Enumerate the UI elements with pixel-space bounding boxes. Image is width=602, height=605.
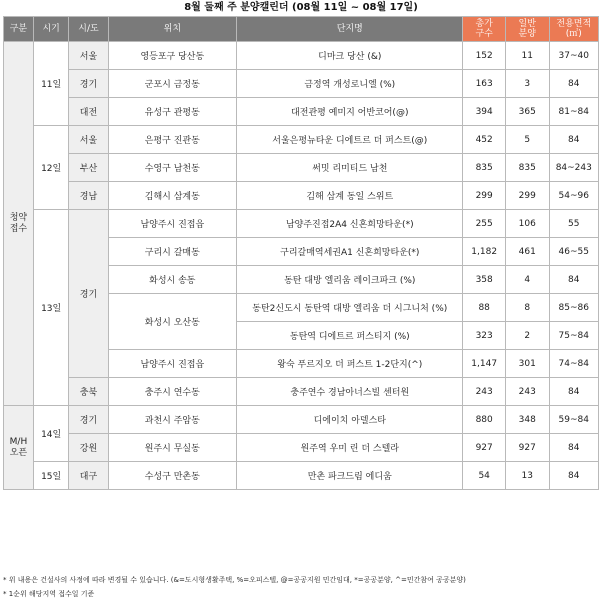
area-cell: 84 bbox=[549, 70, 598, 98]
complex-name-cell: 왕숙 푸르지오 더 퍼스트 1-2단지(^) bbox=[237, 350, 463, 378]
location-cell: 구리시 갈매동 bbox=[108, 238, 237, 266]
header-category: 구분 bbox=[4, 17, 34, 42]
area-cell: 46~55 bbox=[549, 238, 598, 266]
total-units-cell: 835 bbox=[463, 154, 506, 182]
header-total-units-line2: 구수 bbox=[475, 29, 493, 39]
location-cell: 과천시 주암동 bbox=[108, 406, 237, 434]
general-units-cell: 106 bbox=[505, 210, 549, 238]
footnote-legend: * 위 내용은 건설사의 사정에 따라 변경될 수 있습니다. (&=도시형생활주택, %=오피스텔, @=공공지원 민간임대, *=공공분양, ^=민간참여 공공분양) bbox=[3, 576, 466, 584]
general-units-cell: 461 bbox=[505, 238, 549, 266]
table-row bbox=[4, 434, 599, 462]
total-units-cell: 323 bbox=[463, 322, 506, 350]
area-cell: 84 bbox=[549, 126, 598, 154]
area-cell: 75~84 bbox=[549, 322, 598, 350]
location-cell: 유성구 관평동 bbox=[108, 98, 237, 126]
region-cell: 대구 bbox=[69, 462, 108, 490]
date-cell: 11일 bbox=[33, 42, 69, 126]
complex-name-cell: 디마크 당산 (&) bbox=[237, 42, 463, 70]
complex-name-cell: 남양주진접2A4 신혼희망타운(*) bbox=[237, 210, 463, 238]
general-units-cell: 301 bbox=[505, 350, 549, 378]
header-general-units bbox=[505, 17, 549, 42]
category-subscription-line1: 청약 bbox=[9, 212, 28, 223]
general-units-cell: 2 bbox=[505, 322, 549, 350]
date-cell: 12일 bbox=[33, 126, 69, 210]
area-cell: 59~84 bbox=[549, 406, 598, 434]
header-general-units-line1: 일반 bbox=[518, 19, 536, 29]
location-cell: 충주시 연수동 bbox=[108, 378, 237, 406]
table-row bbox=[4, 98, 599, 126]
location-cell: 화성시 오산동 bbox=[108, 294, 237, 350]
total-units-cell: 163 bbox=[463, 70, 506, 98]
area-cell: 84 bbox=[549, 378, 598, 406]
total-units-cell: 299 bbox=[463, 182, 506, 210]
general-units-cell: 243 bbox=[505, 378, 549, 406]
header-area-line1: 전용면적 bbox=[556, 19, 592, 29]
header-complex: 단지명 bbox=[237, 17, 463, 42]
area-cell: 84 bbox=[549, 462, 598, 490]
general-units-cell: 299 bbox=[505, 182, 549, 210]
header-row bbox=[4, 17, 599, 42]
complex-name-cell: 동탄2신도시 동탄역 대방 엘리움 더 시그니처 (%) bbox=[237, 294, 463, 322]
location-cell: 군포시 금정동 bbox=[108, 70, 237, 98]
header-region: 시/도 bbox=[69, 17, 108, 42]
complex-name-cell: 금정역 개성로니엘 (%) bbox=[237, 70, 463, 98]
header-area bbox=[549, 17, 598, 42]
total-units-cell: 54 bbox=[463, 462, 506, 490]
location-cell: 화성시 송동 bbox=[108, 266, 237, 294]
footnote-basis: * 1순위 해당지역 접수일 기준 bbox=[3, 590, 95, 598]
area-cell: 74~84 bbox=[549, 350, 598, 378]
header-total-units-line1: 총가 bbox=[475, 19, 493, 29]
header-date: 시기 bbox=[33, 17, 69, 42]
complex-name-cell: 동탄 대방 엘리움 레이크파크 (%) bbox=[237, 266, 463, 294]
header-general-units-line2: 분양 bbox=[518, 29, 536, 39]
complex-name-cell: 구리갈매역세권A1 신혼희망타운(*) bbox=[237, 238, 463, 266]
location-cell: 수성구 만촌동 bbox=[108, 462, 237, 490]
header-area-line2: (㎡) bbox=[565, 29, 582, 39]
page-title: 8월 둘째 주 분양캘린더 (08월 11일 ~ 08월 17일) bbox=[184, 2, 418, 13]
sales-calendar-table bbox=[3, 16, 599, 490]
region-cell: 경기 bbox=[69, 70, 108, 98]
date-cell: 14일 bbox=[33, 406, 69, 462]
table-row bbox=[4, 210, 599, 238]
total-units-cell: 927 bbox=[463, 434, 506, 462]
footnotes bbox=[3, 573, 466, 601]
area-cell: 84~243 bbox=[549, 154, 598, 182]
date-cell: 15일 bbox=[33, 462, 69, 490]
region-cell: 경기 bbox=[69, 210, 108, 378]
area-cell: 84 bbox=[549, 434, 598, 462]
total-units-cell: 1,147 bbox=[463, 350, 506, 378]
complex-name-cell: 만촌 파크드림 에디움 bbox=[237, 462, 463, 490]
complex-name-cell: 원주역 우미 린 더 스텔라 bbox=[237, 434, 463, 462]
complex-name-cell: 김해 삼계 동일 스위트 bbox=[237, 182, 463, 210]
area-cell: 81~84 bbox=[549, 98, 598, 126]
general-units-cell: 13 bbox=[505, 462, 549, 490]
category-subscription-line2: 접수 bbox=[9, 223, 28, 234]
region-cell: 경기 bbox=[69, 406, 108, 434]
table-row bbox=[4, 42, 599, 70]
header-location: 위치 bbox=[108, 17, 237, 42]
total-units-cell: 255 bbox=[463, 210, 506, 238]
total-units-cell: 88 bbox=[463, 294, 506, 322]
general-units-cell: 5 bbox=[505, 126, 549, 154]
general-units-cell: 8 bbox=[505, 294, 549, 322]
region-cell: 경남 bbox=[69, 182, 108, 210]
table-row bbox=[4, 126, 599, 154]
location-cell: 수영구 남천동 bbox=[108, 154, 237, 182]
location-cell: 남양주시 진접읍 bbox=[108, 210, 237, 238]
total-units-cell: 394 bbox=[463, 98, 506, 126]
table-row bbox=[4, 154, 599, 182]
region-cell: 대전 bbox=[69, 98, 108, 126]
total-units-cell: 358 bbox=[463, 266, 506, 294]
location-cell: 원주시 무실동 bbox=[108, 434, 237, 462]
general-units-cell: 4 bbox=[505, 266, 549, 294]
region-cell: 부산 bbox=[69, 154, 108, 182]
total-units-cell: 880 bbox=[463, 406, 506, 434]
category-model-house bbox=[4, 406, 34, 490]
complex-name-cell: 충주연수 경남아너스빌 센터원 bbox=[237, 378, 463, 406]
category-model-house-line2: 오픈 bbox=[9, 447, 28, 458]
general-units-cell: 365 bbox=[505, 98, 549, 126]
general-units-cell: 927 bbox=[505, 434, 549, 462]
total-units-cell: 1,182 bbox=[463, 238, 506, 266]
complex-name-cell: 디에이치 아델스타 bbox=[237, 406, 463, 434]
region-cell: 충북 bbox=[69, 378, 108, 406]
general-units-cell: 3 bbox=[505, 70, 549, 98]
location-cell: 김해시 삼계동 bbox=[108, 182, 237, 210]
location-cell: 남양주시 진접읍 bbox=[108, 350, 237, 378]
total-units-cell: 152 bbox=[463, 42, 506, 70]
complex-name-cell: 동탄역 디에트르 퍼스티지 (%) bbox=[237, 322, 463, 350]
complex-name-cell: 써밋 리미티드 남천 bbox=[237, 154, 463, 182]
region-cell: 서울 bbox=[69, 42, 108, 70]
area-cell: 55 bbox=[549, 210, 598, 238]
general-units-cell: 11 bbox=[505, 42, 549, 70]
area-cell: 54~96 bbox=[549, 182, 598, 210]
area-cell: 85~86 bbox=[549, 294, 598, 322]
area-cell: 84 bbox=[549, 266, 598, 294]
general-units-cell: 348 bbox=[505, 406, 549, 434]
location-cell: 영등포구 당산동 bbox=[108, 42, 237, 70]
table-row bbox=[4, 182, 599, 210]
general-units-cell: 835 bbox=[505, 154, 549, 182]
total-units-cell: 452 bbox=[463, 126, 506, 154]
table-row bbox=[4, 462, 599, 490]
region-cell: 서울 bbox=[69, 126, 108, 154]
category-model-house-line1: M/H bbox=[9, 436, 28, 447]
category-subscription bbox=[4, 42, 34, 406]
date-cell: 13일 bbox=[33, 210, 69, 406]
total-units-cell: 243 bbox=[463, 378, 506, 406]
complex-name-cell: 대전관평 예미지 어반코어(@) bbox=[237, 98, 463, 126]
complex-name-cell: 서울은평뉴타운 디에트르 더 퍼스트(@) bbox=[237, 126, 463, 154]
table-row bbox=[4, 406, 599, 434]
table-row bbox=[4, 70, 599, 98]
area-cell: 37~40 bbox=[549, 42, 598, 70]
table-row bbox=[4, 378, 599, 406]
location-cell: 은평구 진관동 bbox=[108, 126, 237, 154]
region-cell: 강원 bbox=[69, 434, 108, 462]
header-total-units bbox=[463, 17, 506, 42]
